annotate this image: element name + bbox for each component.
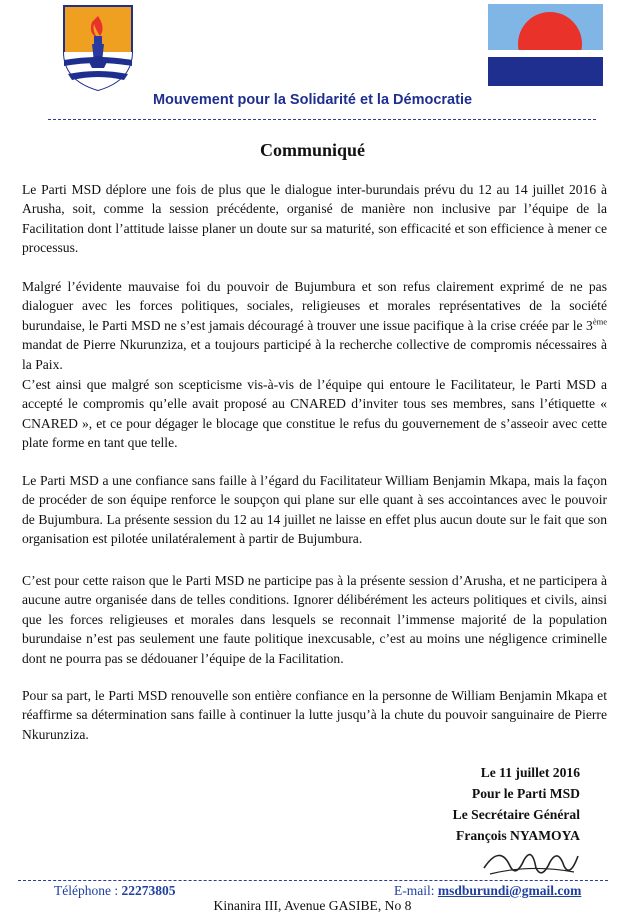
paragraph-2: Malgré l’évidente mauvaise foi du pouvoir de Bujumbura et son refus clairement exprimé de ne pas dialoguer avec les forces politiques, sociales, religieuses et morales représentatives de la société burundaise, le Parti MSD ne s’est jamais découragé à trouver une issue pacifique à la crise créée par le 3ème mandat de Pierre Nkurunziza, et a toujours participé à la recherche collective de compromis nécessaires à la Paix. <box>22 279 607 372</box>
rising-sun-flag-icon <box>488 4 603 86</box>
document-title: Communiqué <box>259 140 366 160</box>
organization-name: Mouvement pour la Solidarité et la Démocratie <box>152 92 473 108</box>
phone-number: 22273805 <box>121 883 176 898</box>
phone-label: Téléphone : <box>54 883 119 898</box>
handwritten-signature <box>480 838 580 884</box>
header-divider <box>48 119 596 120</box>
footer-phone <box>54 883 175 899</box>
email-link[interactable]: msdburundi@gmail.com <box>437 883 582 898</box>
signature-name: François NYAMOYA <box>456 828 580 843</box>
footer-email <box>394 883 581 899</box>
signature-for-party: Pour le Parti MSD <box>471 786 580 801</box>
footer-address: Kinanira III, Avenue GASIBE, No 8 <box>213 898 412 913</box>
signature-role: Le Secrétaire Général <box>452 807 580 822</box>
paragraph-3: C’est ainsi que malgré son scepticisme vis-à-vis de l’équipe qui entoure le Facilitateur, le Parti MSD a accepté le compromis qu’elle avait proposé au CNARED d’inviter tous ses membres, sans l’étiquette « CNARED », et ce pour dégager le blocage que constitue le refus du gouvernement de s’asseoir avec cette plate forme en tant que telle. <box>22 377 607 451</box>
signature-date: Le 11 juillet 2016 <box>480 765 580 780</box>
email-label: E-mail: <box>394 883 435 898</box>
paragraph-4: Le Parti MSD a une confiance sans faille à l’égard du Facilitateur William Benjamin Mkapa, mais la façon de procéder de son équipe renforce le soupçon qui plane sur elle quant à ses accointances avec le pouvoir de Bujumbura. La présente session du 12 au 14 juillet ne laisse en effet plus aucun doute sur le fait que son organisation est pilotée unilatéralement à partir de Bujumbura. <box>22 473 607 547</box>
footer-divider <box>18 880 608 881</box>
paragraph-1: Le Parti MSD déplore une fois de plus que le dialogue inter-burundais prévu du 12 au 14 juillet 2016 à Arusha, soit, comme la session précédente, organisé de manière non inclusive par l’équipe de la Facilitation dont l’attitude laisse planer un doute sur sa maturité, son efficacité et son efficience à mener ce processus. <box>22 182 607 256</box>
torch-logo-icon <box>58 2 138 92</box>
paragraph-5: C’est pour cette raison que le Parti MSD ne participe pas à la présente session d’Arusha, et ne participera à aucune autre organisée dans de telles conditions. Ignorer délibérément les acteurs politiques et civils, ainsi que les forces religieuses et morales dans lesquels se reconnait l’immense majorité de la population burundaise n’est pas seulement une faute politique inexcusable, c’est au moins une négligence criminelle dont ne pourra pas se dédouaner l’équipe de la Facilitation. <box>22 573 607 666</box>
paragraph-6: Pour sa part, le Parti MSD renouvelle son entière confiance en la personne de William Benjamin Mkapa et réaffirme sa détermination sans faille à continuer la lutte jusqu’à la chute du pouvoir sanguinaire de Pierre Nkurunziza. <box>22 688 607 742</box>
